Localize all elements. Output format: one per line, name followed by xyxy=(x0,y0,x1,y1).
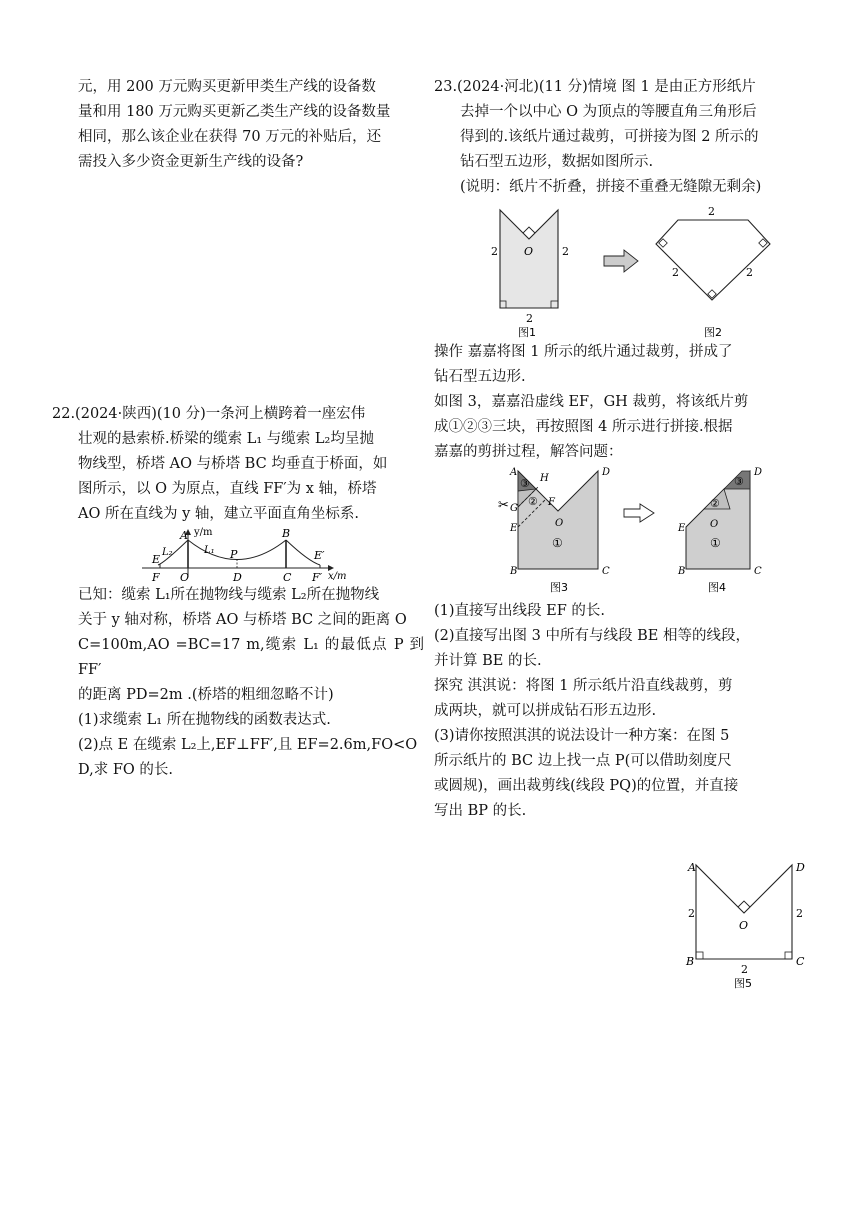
label-E: E xyxy=(152,553,161,566)
text-line: 成①②③三块，再按照图 4 所示进行拼接.根据 xyxy=(434,419,733,435)
fig5-D: D xyxy=(796,861,805,874)
fig3-E: E xyxy=(510,523,518,534)
text-line: 钻石型五边形. xyxy=(434,369,526,385)
fig3-F: F xyxy=(548,497,555,508)
text-line: 得到的.该纸片通过裁剪，可拼接为图 2 所示的 xyxy=(460,129,759,145)
right-column xyxy=(434,75,810,1007)
x-axis-label: x/m xyxy=(328,571,347,582)
fig4-B: B xyxy=(678,566,686,577)
q22-title: 22.(2024·陕西)(10 分)一条河上横跨着一座宏伟 xyxy=(52,406,366,422)
text-line: 如图 3，嘉嘉沿虚线 EF，GH 裁剪，将该纸片剪 xyxy=(434,394,749,410)
text-line: 壮观的悬索桥.桥梁的缆索 L₁ 与缆索 L₂均呈抛 xyxy=(78,431,374,447)
text-line: 成两块，就可以拼成钻石形五边形. xyxy=(434,703,657,719)
text-line: 物线型，桥塔 AO 与桥塔 BC 均垂直于桥面，如 xyxy=(78,456,388,472)
label-F-prime: F′ xyxy=(312,571,323,583)
fig5-B: B xyxy=(686,955,695,968)
figure-4-caption: 图4 xyxy=(708,581,726,594)
text-line: 所示纸片的 BC 边上找一点 P(可以借助刻度尺 xyxy=(434,753,732,769)
text-line: AO 所在直线为 y 轴，建立平面直角坐标系. xyxy=(78,506,359,522)
text-line: 探究 淇淇说：将图 1 所示纸片沿直线裁剪，剪 xyxy=(434,678,733,694)
figure-3-4 xyxy=(434,465,810,599)
scissors-icon: ✂ xyxy=(498,498,509,513)
text-line: C=100m,AO =BC=17 m,缆索 L₁ 的最低点 P 到 FF′ xyxy=(78,637,424,678)
fig3-C: C xyxy=(602,566,610,577)
fig4-piece-3: ③ xyxy=(734,475,744,488)
label-L1: L₁ xyxy=(204,545,215,556)
q23-title: 23.(2024·河北)(11 分)情境 图 1 是由正方形纸片 xyxy=(434,79,756,95)
fig5-bottom-len: 2 xyxy=(741,963,748,976)
text-line: 的距离 PD=2m .(桥塔的粗细忽略不计) xyxy=(78,687,334,703)
fig4-piece-2: ② xyxy=(710,497,720,510)
text-line: (1)直接写出线段 EF 的长. xyxy=(434,603,606,619)
text-line: (2)点 E 在缆索 L₂上,EF⊥FF′,且 EF=2.6m,FO<O xyxy=(78,737,418,753)
text-line: (说明：纸片不折叠，拼接不重叠无缝隙无剩余) xyxy=(460,179,762,195)
text-line: 嘉嘉的剪拼过程，解答问题： xyxy=(434,444,623,460)
fig4-E: E xyxy=(678,523,686,534)
text-line: 已知：缆索 L₁所在抛物线与缆索 L₂所在抛物线 xyxy=(78,587,380,603)
text-line: 并计算 BE 的长. xyxy=(434,653,542,669)
text-line: (1)求缆索 L₁ 所在抛物线的函数表达式. xyxy=(78,712,331,728)
figure-3-caption: 图3 xyxy=(550,581,568,594)
text-line: 相同，那么该企业在获得 70 万元的补贴后，还 xyxy=(78,129,382,145)
fig2-left-len: 2 xyxy=(672,266,679,279)
fig1-left-len: 2 xyxy=(491,245,498,258)
fig4-O: O xyxy=(710,519,719,530)
fig5-O: O xyxy=(739,919,749,932)
figure-5-caption: 图5 xyxy=(734,977,752,990)
label-D: D xyxy=(233,571,242,583)
text-line: (2)直接写出图 3 中所有与线段 BE 相等的线段， xyxy=(434,628,750,644)
figure-1-2 xyxy=(434,200,810,340)
fig1-right-len: 2 xyxy=(562,245,569,258)
bridge-figure xyxy=(52,527,424,583)
fig3-O: O xyxy=(555,518,564,529)
fig5-C: C xyxy=(796,955,805,968)
fig3-piece-3: ③ xyxy=(520,477,530,490)
text-line: 需投入多少资金更新生产线的设备? xyxy=(78,154,304,170)
y-axis-label: y/m xyxy=(194,527,213,538)
label-O: O xyxy=(180,571,190,583)
fig3-D: D xyxy=(602,467,611,478)
fig3-B: B xyxy=(510,566,518,577)
fig3-G: G xyxy=(510,503,518,514)
fig5-right-len: 2 xyxy=(796,907,803,920)
fig4-C: C xyxy=(754,566,762,577)
fig5-A: A xyxy=(688,861,696,874)
fig3-piece-1: ① xyxy=(552,536,563,550)
fig4-D: D xyxy=(754,467,763,478)
text-line: D,求 FO 的长. xyxy=(78,762,173,778)
text-line: 写出 BP 的长. xyxy=(434,803,527,819)
fig4-piece-1: ① xyxy=(710,536,721,550)
figure-1-caption: 图1 xyxy=(518,326,536,339)
text-line: 操作 嘉嘉将图 1 所示的纸片通过裁剪，拼成了 xyxy=(434,344,733,360)
q21-tail xyxy=(52,75,424,175)
label-C: C xyxy=(283,571,292,583)
text-line: 关于 y 轴对称，桥塔 AO 与桥塔 BC 之间的距离 O xyxy=(78,612,407,628)
fig3-A: A xyxy=(510,467,518,478)
fig2-right-len: 2 xyxy=(746,266,753,279)
label-P: P xyxy=(230,548,238,561)
figure-5 xyxy=(434,857,810,1007)
label-F: F xyxy=(152,571,160,583)
label-L2: L₂ xyxy=(162,547,173,558)
left-column xyxy=(52,75,424,783)
fig1-O: O xyxy=(524,245,534,258)
label-A: A xyxy=(180,529,188,542)
text-line: 图所示，以 O 为原点，直线 FF′为 x 轴，桥塔 xyxy=(78,481,377,497)
fig2-top-len: 2 xyxy=(708,205,715,218)
text-line: 钻石型五边形，数据如图所示. xyxy=(460,154,654,170)
fig5-left-len: 2 xyxy=(688,907,695,920)
question-22 xyxy=(52,402,424,783)
text-line: 量和用 180 万元购买更新乙类生产线的设备数量 xyxy=(78,104,391,120)
text-line: (3)请你按照淇淇的说法设计一种方案：在图 5 xyxy=(434,728,730,744)
text-line: 或圆规)，画出裁剪线(线段 PQ)的位置，并直接 xyxy=(434,778,739,794)
text-line: 元，用 200 万元购买更新甲类生产线的设备数 xyxy=(78,79,376,95)
label-B: B xyxy=(282,527,291,540)
text-line: 去掉一个以中心 O 为顶点的等腰直角三角形后 xyxy=(460,104,757,120)
fig3-piece-2: ② xyxy=(528,495,538,508)
fig3-H: H xyxy=(540,473,549,484)
label-E-prime: E′ xyxy=(314,549,325,562)
figure-2-caption: 图2 xyxy=(704,326,722,339)
fig1-bottom-len: 2 xyxy=(526,312,533,325)
